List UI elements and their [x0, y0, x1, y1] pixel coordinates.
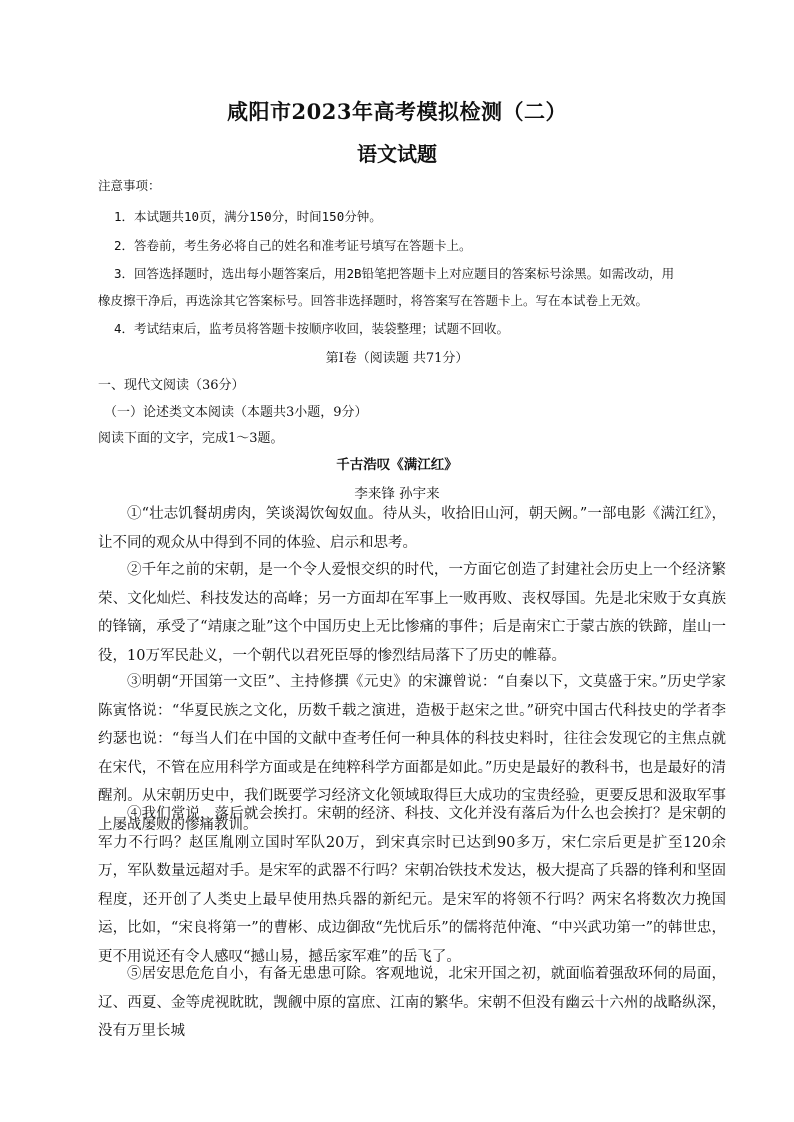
subsection-heading: （一）论述类文本阅读（本题共3小题，9分） [104, 405, 368, 420]
part-heading: 第Ⅰ卷（阅读题 共71分） [325, 351, 469, 366]
exam-subtitle: 语文试题 [357, 142, 437, 166]
section-heading: 一、现代文阅读（36分） [98, 378, 245, 393]
notes-item-2: 2．答卷前，考生务必将自己的姓名和准考证号填写在答题卡上。 [114, 238, 472, 253]
notes-item-1: 1．本试题共10页，满分150分，时间150分钟。 [114, 209, 382, 224]
article-paragraph-5: ⑤居安思危危自小，有备无患患可除。客观地说，北宋开国之初，就面临着强敌环伺的局面，辽、西夏、金等虎视眈眈，觊觎中原的富庶、江南的繁华。宋朝不但没有幽云十六州的战略纵深，没有万里长城 [98, 966, 726, 1039]
notes-item-3-line-2: 橡皮擦干净后，再选涂其它答案标号。回答非选择题时，将答案写在答题卡上。写在本试卷上无效。 [98, 293, 649, 308]
exam-title: 咸阳市2023年高考模拟检测（二） [227, 99, 567, 124]
reading-instruction: 阅读下面的文字，完成1～3题。 [98, 431, 284, 446]
article-paragraph-4: ④我们常说，落后就会挨打。宋朝的经济、科技、文化并没有落后为什么也会挨打？是宋朝的军力不行吗？赵匡胤刚立国时军队20万，到宋真宗时已达到90多万，宋仁宗后更是扩至120余万，军队数量远超对手。是宋军的武器不行吗？宋朝冶铁技术发达，极大提高了兵器的锋利和坚固程度，还开创了人类史上最早使用热兵器的新纪元。是宋军的将领不行吗？两宋名将数次力挽国运，比如，“宋良将第一”的曹彬、成边御敌“先忧后乐”的儒将范仲淹、“中兴武功第一”的韩世忠，更不用说还有令人感叹“撼山易，撼岳家军难”的岳飞了。 [98, 806, 726, 965]
article-paragraph-2: ②千年之前的宋朝，是一个令人爱恨交织的时代，一方面它创造了封建社会历史上一个经济繁荣、文化灿烂、科技发达的高峰；另一方面却在军事上一败再败、丧权辱国。先是北宋败于女真族的锋镝，承受了“靖康之耻”这个中国历史上无比惨痛的事件；后是南宋亡于蒙古族的铁蹄，崖山一役，10万军民赴义，一个朝代以君死臣辱的惨烈结局落下了历史的帷幕。 [98, 562, 726, 664]
article-title: 千古浩叹《满江红》 [336, 457, 458, 473]
notes-item-3-line-1: 3．回答选择题时，选出每小题答案后，用2B铅笔把答题卡上对应题目的答案标号涂黑。如需改动，用 [114, 266, 675, 281]
article-paragraph-1: ①“壮志饥餐胡虏肉，笑谈渴饮匈奴血。待从头，收拾旧山河，朝天阙。”一部电影《满江红》，让不同的观众从中得到不同的体验、启示和思考。 [98, 506, 726, 551]
notes-heading: 注意事项： [98, 178, 161, 193]
notes-item-4: 4．考试结束后，监考员将答题卡按顺序收回，装袋整理；试题不回收。 [114, 321, 510, 336]
article-authors: 李来锋 孙宇来 [354, 486, 440, 502]
article-paragraph-3: ③明朝“开国第一文臣”、主持修撰《元史》的宋濂曾说：“自秦以下，文莫盛于宋。”历史学家陈寅恪说：“华夏民族之文化，历数千载之演进，造极于赵宋之世。”研究中国古代科技史的学者李约瑟也说：“每当人们在中国的文献中查考任何一种具体的科技史料时，往往会发现它的主焦点就在宋代，不管在应用科学方面或是在纯粹科学方面都是如此。”历史是最好的教科书，也是最好的清醒剂。从宋朝历史中，我们既要学习经济文化领域取得巨大成功的宝贵经验，更要反思和汲取军事上屡战屡败的惨痛教训。 [98, 674, 726, 833]
